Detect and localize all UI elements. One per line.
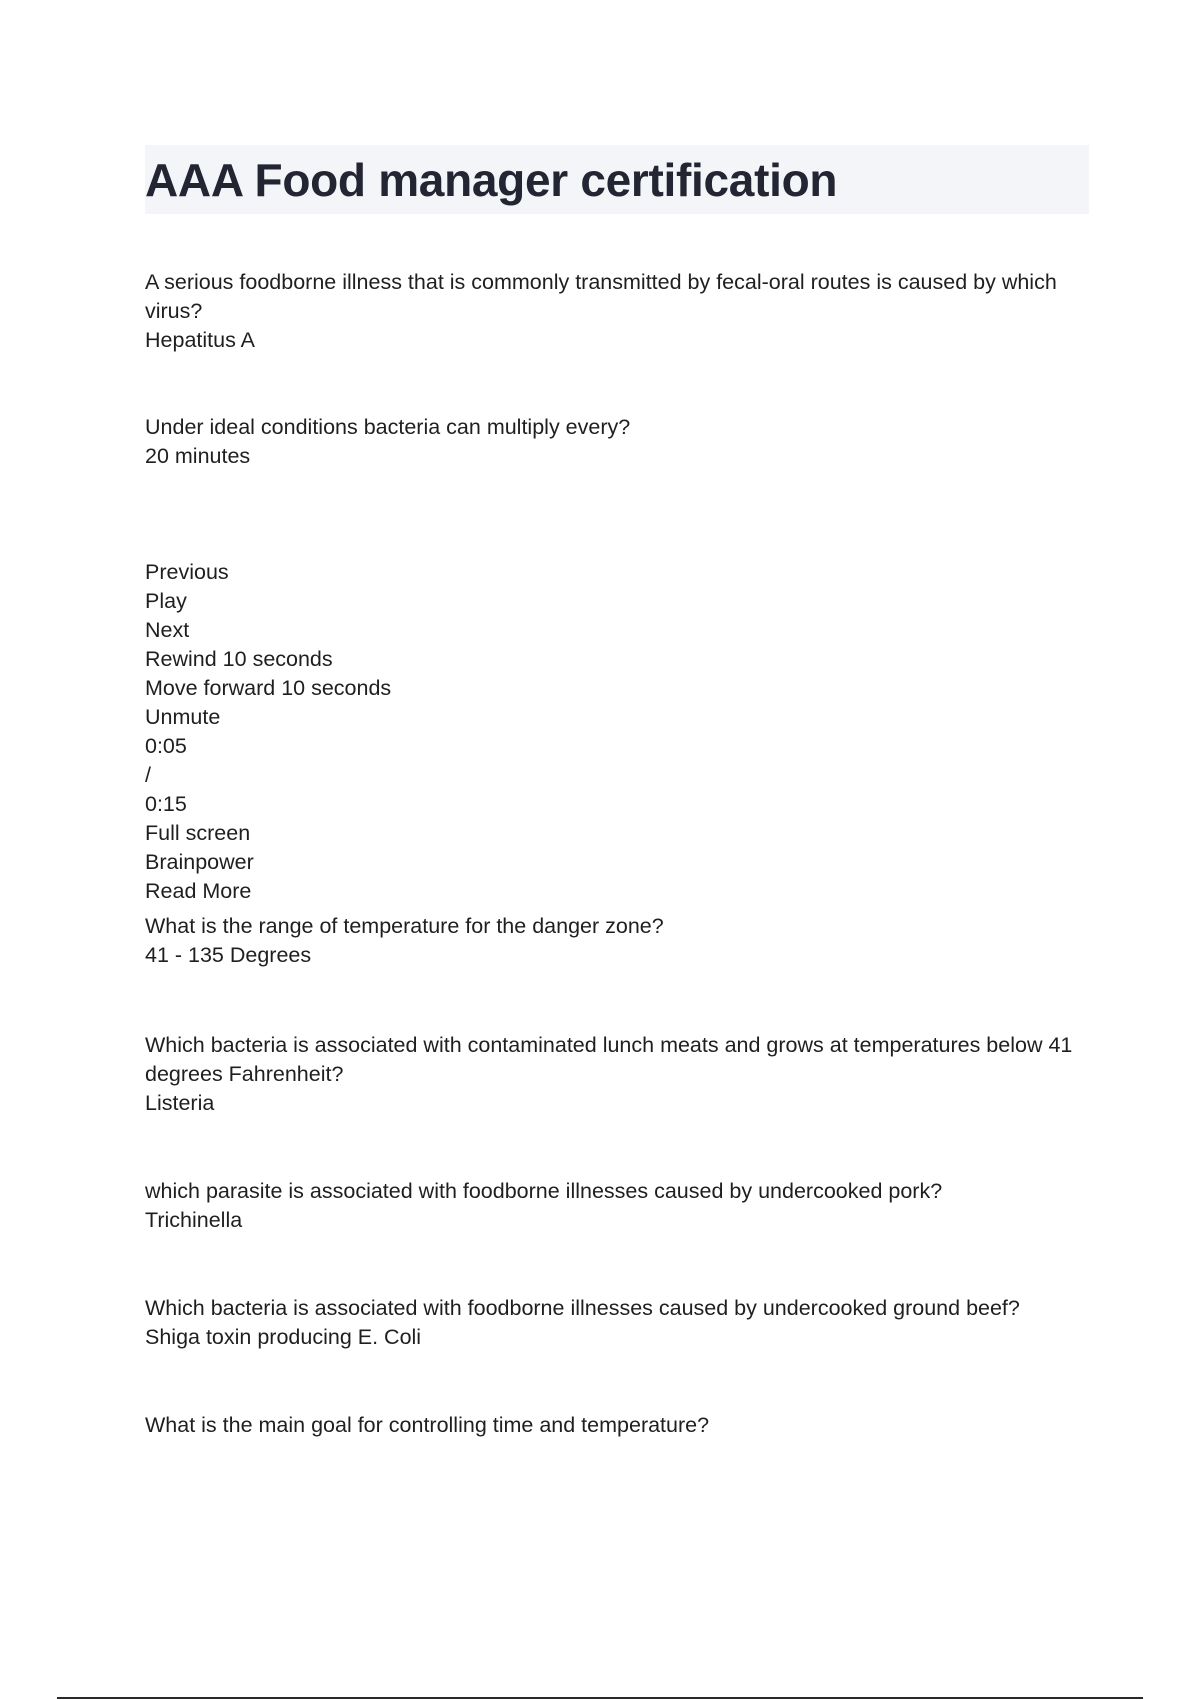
question-text: Which bacteria is associated with contaminated lunch meats and grows at temperatures below 41 degrees Fahrenheit? xyxy=(145,1033,1073,1086)
answer-text: 41 - 135 Degrees xyxy=(145,943,312,967)
title-banner xyxy=(145,145,1089,214)
read-more-link[interactable]: Read More xyxy=(145,879,252,903)
question-text: Under ideal conditions bacteria can multiply every? xyxy=(145,415,631,439)
previous-button[interactable]: Previous xyxy=(145,560,229,584)
answer-text: Listeria xyxy=(145,1091,215,1115)
answer-text: 20 minutes xyxy=(145,444,251,468)
brand-link[interactable]: Brainpower xyxy=(145,850,254,874)
play-button[interactable]: Play xyxy=(145,589,187,613)
question-text: which parasite is associated with foodborne illnesses caused by undercooked pork? xyxy=(145,1179,943,1203)
document-page xyxy=(145,145,1089,1437)
question-text: What is the main goal for controlling time and temperature? xyxy=(145,1413,710,1437)
current-time: 0:05 xyxy=(145,734,187,758)
answer-text: Shiga toxin producing E. Coli xyxy=(145,1325,422,1349)
question-text: What is the range of temperature for the danger zone? xyxy=(145,914,664,938)
qa-item xyxy=(145,268,1089,355)
qa-item xyxy=(145,413,1089,471)
question-text: Which bacteria is associated with foodborne illnesses caused by undercooked ground beef? xyxy=(145,1296,1020,1320)
rewind-button[interactable]: Rewind 10 seconds xyxy=(145,647,333,671)
unmute-button[interactable]: Unmute xyxy=(145,705,221,729)
fullscreen-button[interactable]: Full screen xyxy=(145,821,251,845)
video-player-controls xyxy=(145,558,1089,906)
duration: 0:15 xyxy=(145,792,187,816)
qa-item xyxy=(145,1294,1089,1352)
qa-item xyxy=(145,1031,1089,1118)
footer-divider xyxy=(57,1697,1143,1699)
page-title: AAA Food manager certification xyxy=(145,153,838,206)
qa-item xyxy=(145,1177,1089,1235)
next-button[interactable]: Next xyxy=(145,618,190,642)
qa-item xyxy=(145,912,1089,970)
forward-button[interactable]: Move forward 10 seconds xyxy=(145,676,392,700)
time-separator: / xyxy=(145,763,151,787)
question-text: A serious foodborne illness that is commonly transmitted by fecal-oral routes is caused by which virus? xyxy=(145,270,1057,323)
qa-item xyxy=(145,1411,1089,1440)
answer-text: Hepatitus A xyxy=(145,328,255,352)
answer-text: Trichinella xyxy=(145,1208,243,1232)
